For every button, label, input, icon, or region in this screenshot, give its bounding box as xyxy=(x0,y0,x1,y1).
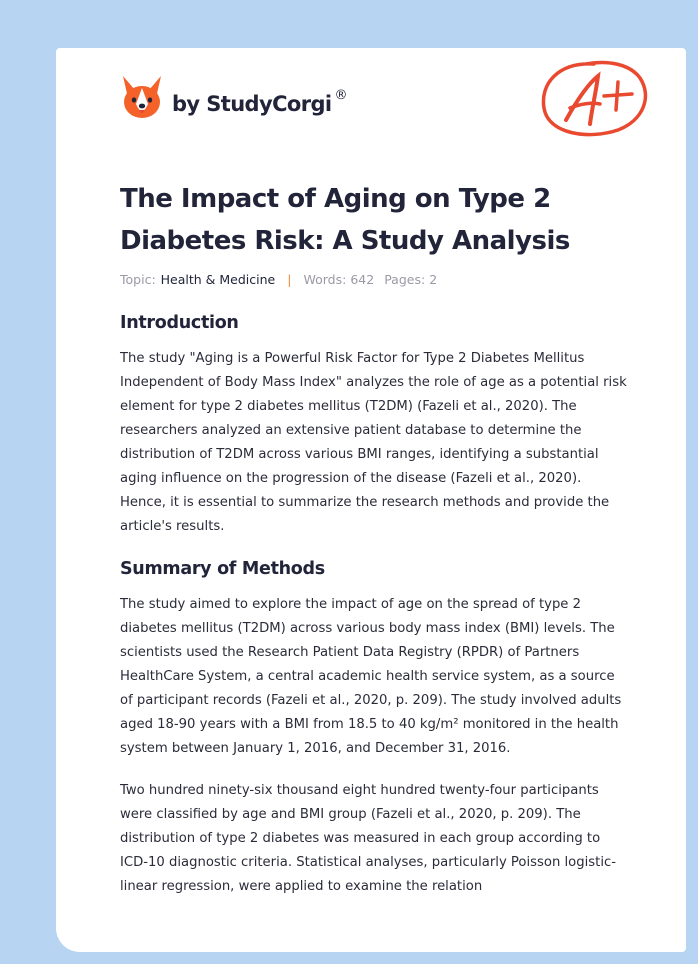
corgi-icon xyxy=(120,74,164,120)
header xyxy=(56,48,686,158)
a-plus-grade-icon xyxy=(536,58,652,142)
words-label: Words: xyxy=(303,272,347,287)
studycorgi-logo[interactable] xyxy=(120,74,347,120)
document-page xyxy=(56,48,686,952)
word-count: 642 xyxy=(350,272,375,287)
page-count: 2 xyxy=(429,272,438,287)
methods-paragraph-2: Two hundred ninety-six thousand eight hundred twenty-four participants were classified by age and BMI group (Fazeli et al., 2020, p. 209). The distribution of type 2 diabetes was measured in each group according to ICD-10 diagnostic criteria. Statistical analyses, particularly Poisson logistic-linear regression, were applied to examine the relation xyxy=(120,783,616,894)
document-content xyxy=(120,178,630,899)
document-title: The Impact of Aging on Type 2 Diabetes Risk: A Study Analysis xyxy=(120,184,570,256)
pages-label: Pages: xyxy=(384,272,426,287)
section-heading-introduction: Introduction xyxy=(120,313,239,333)
registered-mark: ® xyxy=(334,88,347,103)
meta-separator: | xyxy=(287,272,292,287)
document-meta xyxy=(120,272,630,287)
topic-link[interactable]: Health & Medicine xyxy=(160,272,276,287)
topic-label: Topic: xyxy=(120,272,156,287)
introduction-paragraph: The study "Aging is a Powerful Risk Factor for Type 2 Diabetes Mellitus Independent of Body Mass Index" analyzes the role of age as a potential risk element for type 2 diabetes mellitus (T2DM) (Fazeli et al., 2020). The researchers analyzed an extensive patient database to determine the distribution of T2DM across various BMI ranges, identifying a substantial aging influence on the progression of the disease (Fazeli et al., 2020). Hence, it is essential to summarize the research methods and provide the article's results. xyxy=(120,351,627,534)
section-heading-methods: Summary of Methods xyxy=(120,559,325,579)
methods-paragraph-1: The study aimed to explore the impact of age on the spread of type 2 diabetes mellitus (T2DM) across various body mass index (BMI) levels. The scientists used the Research Patient Data Registry (RPDR) of Partners HealthCare System, a central academic health service system, as a source of participant records (Fazeli et al., 2020, p. 209). The study involved adults aged 18-90 years with a BMI from 18.5 to 40 kg/m² monitored in the health system between January 1, 2016, and December 31, 2016. xyxy=(120,597,622,756)
brand-name xyxy=(172,88,347,116)
brand-text: by StudyCorgi xyxy=(172,92,332,116)
